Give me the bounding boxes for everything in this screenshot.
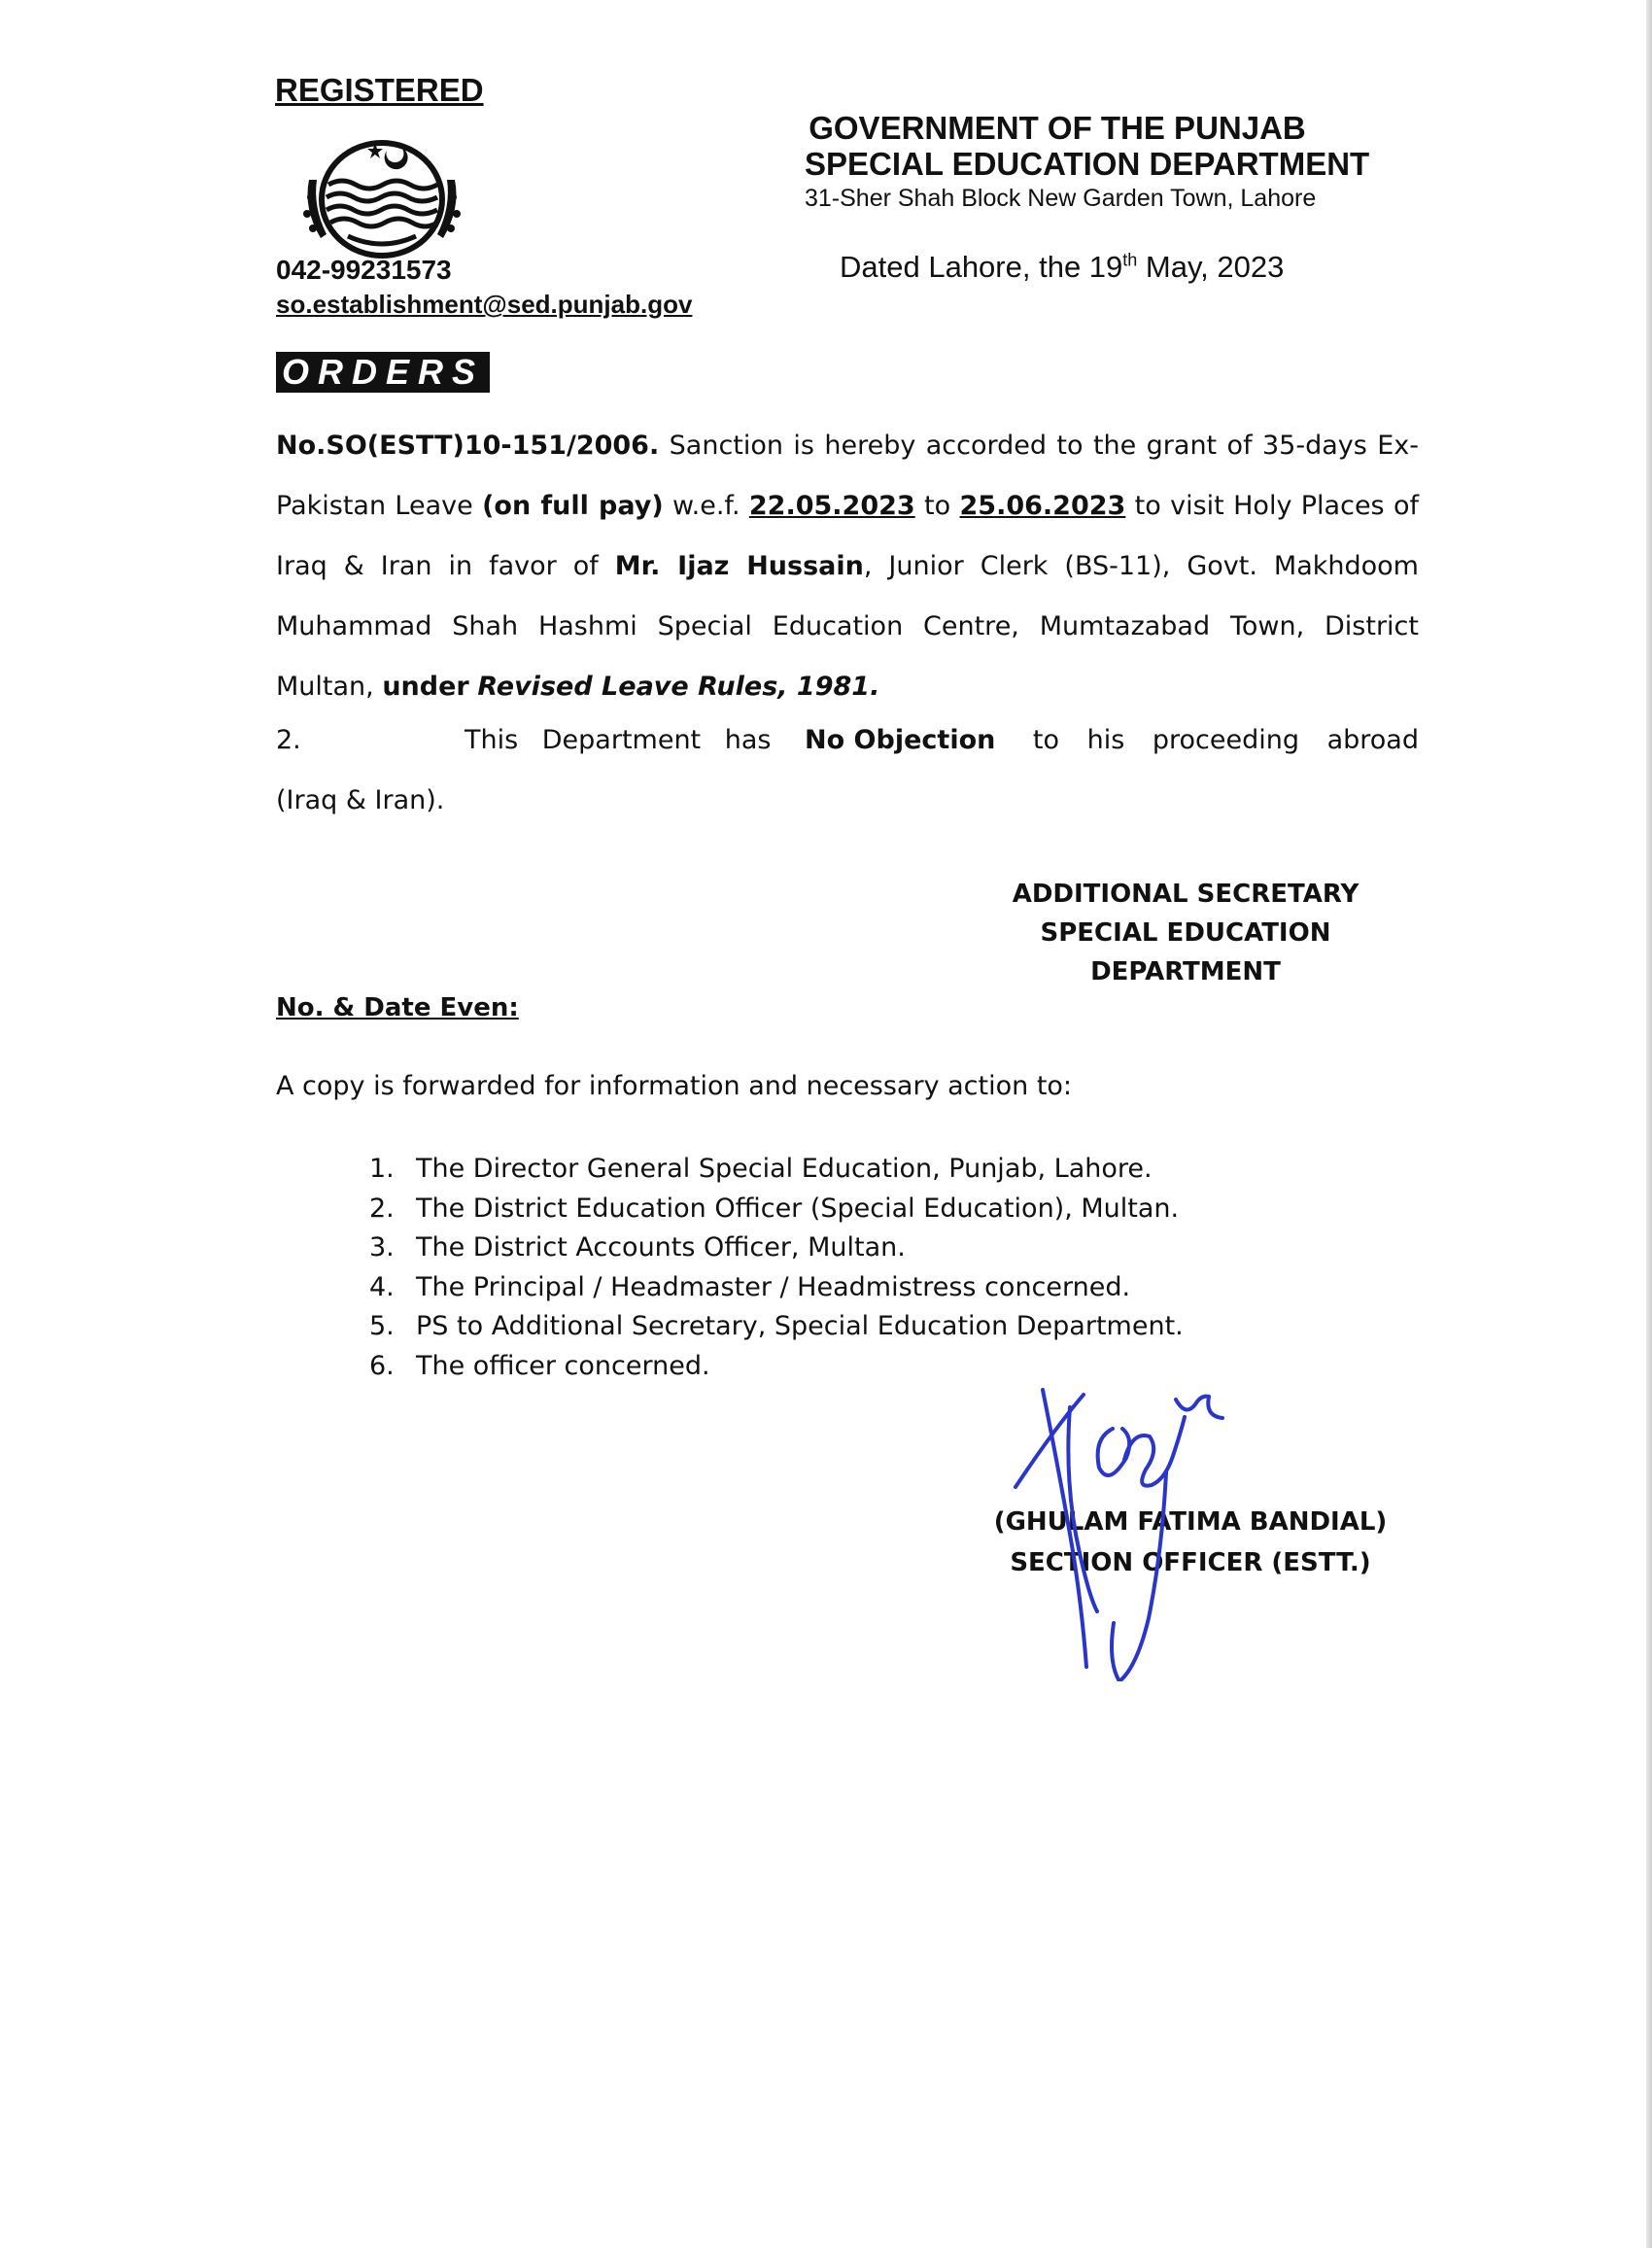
order-text-3: to	[914, 491, 960, 521]
issue-date-sup: th	[1122, 250, 1138, 270]
order-paragraph	[276, 416, 1419, 717]
orders-heading: ORDERS	[276, 352, 490, 393]
list-item	[369, 1150, 1184, 1190]
no-objection: No Objection	[805, 725, 996, 755]
list-item-number: 2.	[369, 1193, 395, 1224]
phone-number: 042-99231573	[276, 255, 452, 285]
page-edge	[1646, 0, 1652, 2248]
list-item-text: The officer concerned.	[416, 1350, 710, 1381]
signatory1-line3: DEPARTMENT	[1090, 957, 1281, 986]
leave-start-date: 22.05.2023	[748, 491, 915, 521]
list-item	[369, 1228, 1184, 1268]
list-item-number: 4.	[369, 1271, 395, 1302]
list-item-number: 1.	[369, 1154, 395, 1184]
p2-text-a: This Department has	[465, 725, 796, 755]
registered-label: REGISTERED	[275, 72, 484, 108]
paragraph-2-number: 2.	[276, 725, 301, 755]
p2-text-b: to his proceeding abroad	[1005, 725, 1419, 755]
list-item-text: PS to Additional Secretary, Special Education Department.	[416, 1311, 1184, 1341]
additional-secretary-block	[1011, 875, 1360, 991]
list-item	[369, 1190, 1184, 1229]
signatory2-name: (GHULAM FATIMA BANDIAL)	[993, 1507, 1388, 1537]
handwritten-signature	[1006, 1370, 1258, 1681]
list-item-text: The District Education Officer (Special Education), Multan.	[416, 1193, 1180, 1224]
list-item-text: The Principal / Headmaster / Headmistress concerned.	[416, 1271, 1131, 1302]
order-paragraph-2	[276, 710, 1419, 831]
punjab-government-seal-icon	[290, 121, 474, 267]
department-address: 31-Sher Shah Block New Garden Town, Lahore	[805, 185, 1317, 212]
paragraph-2-line	[276, 710, 1419, 771]
order-number: No.SO(ESTT)10-151/2006.	[276, 431, 660, 461]
paragraph-2-text	[465, 710, 1419, 771]
copy-forwarded-text: A copy is forwarded for information and necessary action to:	[276, 1071, 1073, 1101]
issue-date-prefix: Dated Lahore, the 19	[840, 250, 1123, 284]
list-item-number: 6.	[369, 1350, 395, 1381]
order-text-1: Sanction is hereby accorded to the grant of 35-days Ex-Pakistan Leave	[276, 431, 1419, 521]
signatory1-line1: ADDITIONAL SECRETARY	[1012, 880, 1359, 909]
government-heading: GOVERNMENT OF THE PUNJAB	[809, 110, 1306, 146]
department-heading: SPECIAL EDUCATION DEPARTMENT	[805, 146, 1370, 182]
copy-list	[369, 1150, 1184, 1386]
list-item	[369, 1268, 1184, 1308]
order-text-2: w.e.f.	[663, 491, 749, 521]
list-item	[369, 1307, 1184, 1347]
list-item-number: 5.	[369, 1311, 395, 1341]
list-item-text: The District Accounts Officer, Multan.	[416, 1232, 906, 1262]
no-date-even: No. & Date Even:	[276, 993, 519, 1022]
signatory1-line2: SPECIAL EDUCATION	[1040, 918, 1331, 948]
order-text-5: , Junior Clerk (BS-11), Govt. Makhdoom Muhammad Shah Hashmi Special Education Centre, Mumtazabad Town, District Multan,	[276, 551, 1419, 702]
email-link[interactable]: so.establishment@sed.punjab.gov	[276, 290, 693, 319]
leave-end-date: 25.06.2023	[959, 491, 1126, 521]
under-word: under	[382, 672, 469, 702]
employee-name: Mr. Ijaz Hussain	[614, 551, 864, 581]
list-item-number: 3.	[369, 1232, 395, 1262]
signatory2-title: SECTION OFFICER (ESTT.)	[1010, 1548, 1371, 1577]
on-full-pay: (on full pay)	[482, 491, 664, 521]
issue-date-suffix: May, 2023	[1137, 250, 1285, 284]
p2-text-c: (Iraq & Iran).	[276, 785, 445, 815]
order-text-4: to visit Holy Places of Iraq & Iran in favor of	[276, 491, 1419, 581]
leave-rules: Revised Leave Rules, 1981.	[477, 672, 880, 702]
issue-date	[840, 250, 1284, 285]
list-item-text: The Director General Special Education, Punjab, Lahore.	[416, 1154, 1153, 1184]
